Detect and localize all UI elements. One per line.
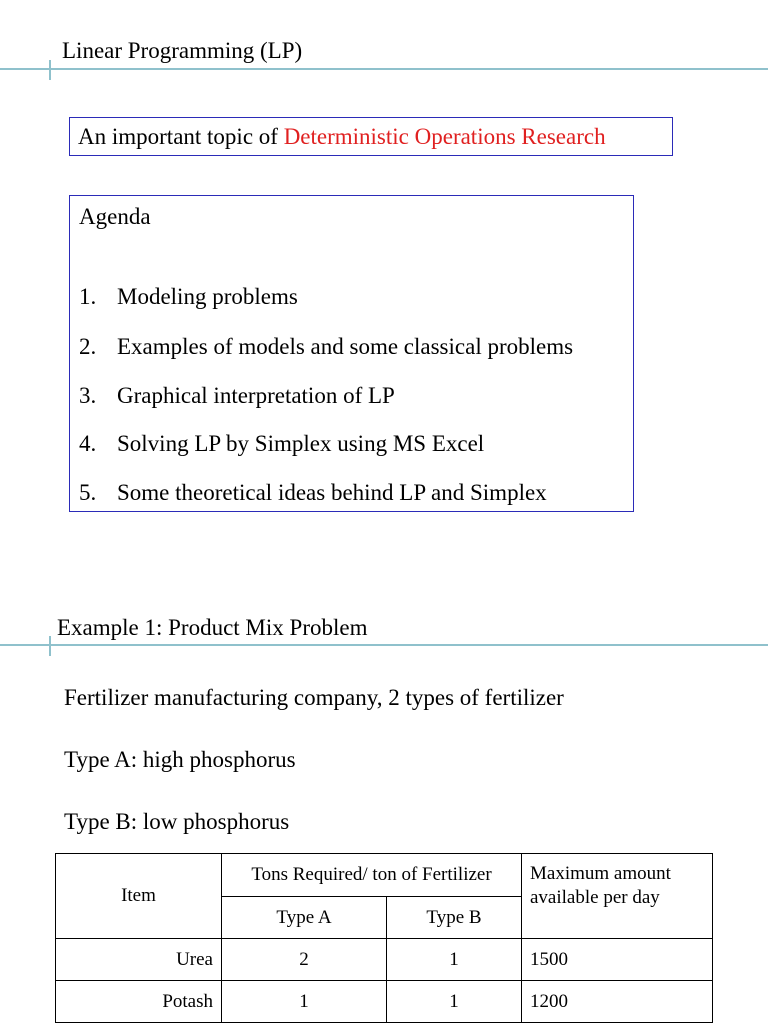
agenda-item — [79, 334, 573, 360]
agenda-item-number: 3. — [79, 383, 97, 408]
max-amount-cell: 1500 — [522, 939, 713, 981]
title-rule-tick — [49, 60, 51, 80]
slide1-title: Linear Programming (LP) — [62, 38, 303, 63]
agenda-box — [69, 195, 634, 512]
agenda-item-text: Some theoretical ideas behind LP and Simplex — [117, 480, 547, 505]
type-b-cell: 1 — [387, 981, 522, 1023]
title-rule-line — [0, 68, 768, 70]
type-b-cell: 1 — [387, 939, 522, 981]
topic-highlight: Deterministic Operations Research — [283, 124, 606, 149]
topic-box — [69, 117, 673, 156]
max-amount-header: Maximum amount available per day — [522, 854, 713, 939]
type-a-header: Type A — [222, 897, 387, 939]
agenda-item-text: Solving LP by Simplex using MS Excel — [117, 431, 485, 456]
type-a-cell: 1 — [222, 981, 387, 1023]
item-cell: Urea — [56, 939, 222, 981]
max-amount-cell: 1200 — [522, 981, 713, 1023]
agenda-item-number: 1. — [79, 284, 97, 309]
item-cell: Potash — [56, 981, 222, 1023]
description-line: Fertilizer manufacturing company, 2 types of fertilizer — [64, 685, 564, 710]
slide2-title: Example 1: Product Mix Problem — [57, 615, 368, 640]
agenda-item — [79, 480, 547, 506]
agenda-item-text: Examples of models and some classical problems — [117, 334, 574, 359]
group-header: Tons Required/ ton of Fertilizer — [222, 854, 522, 897]
title-rule-line — [0, 644, 768, 646]
agenda-item-text: Graphical interpretation of LP — [117, 383, 395, 408]
agenda-item — [79, 383, 395, 409]
description-line: Type A: high phosphorus — [64, 747, 296, 772]
agenda-item — [79, 284, 298, 310]
table-row — [56, 939, 713, 981]
description-line: Type B: low phosphorus — [64, 809, 290, 834]
agenda-item-text: Modeling problems — [117, 284, 298, 309]
item-header: Item — [56, 854, 222, 939]
agenda-item-number: 5. — [79, 480, 97, 505]
agenda-item — [79, 431, 484, 457]
agenda-item-number: 2. — [79, 334, 97, 359]
topic-prefix: An important topic of — [78, 124, 284, 149]
type-a-cell: 2 — [222, 939, 387, 981]
type-b-header: Type B — [387, 897, 522, 939]
agenda-item-number: 4. — [79, 431, 97, 456]
table-row — [56, 981, 713, 1023]
agenda-title: Agenda — [79, 204, 151, 229]
title-rule-tick — [49, 636, 51, 656]
fertilizer-table — [55, 853, 713, 1023]
